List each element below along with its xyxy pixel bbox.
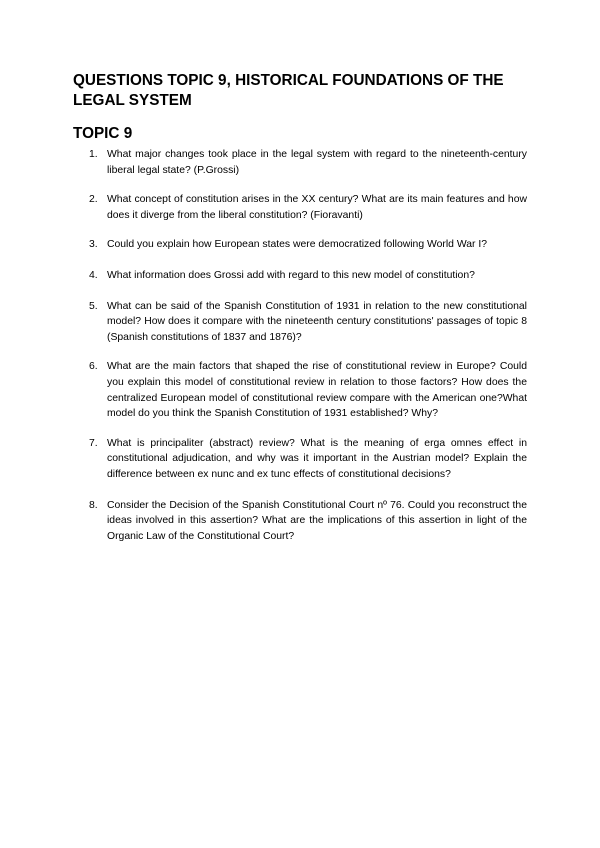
question-number: 5.	[89, 300, 98, 312]
question-text: What are the main factors that shaped the rise of constitutional review in Europe? Could you explain this model of constitutional review in relation to those factors? How does the centralized European model of constitutional review compare with the American one?What model do you think the Spanish Constitution of 1931 established? Why?	[107, 361, 527, 420]
question-text: What information does Grossi add with regard to this new model of constitution?	[107, 269, 475, 281]
question-text: What can be said of the Spanish Constitution of 1931 in relation to the new constitutional model? How does it compare with the nineteenth century constitutions' passages of topic 8 (Spanish constitutions of 1837 and 1876)?	[107, 300, 527, 343]
question-item	[73, 147, 527, 178]
question-text: What concept of constitution arises in the XX century? What are its main features and how does it diverge from the liberal constitution? (Fioravanti)	[107, 194, 527, 221]
question-number: 4.	[89, 269, 98, 281]
question-item	[73, 192, 527, 223]
question-number: 7.	[89, 437, 98, 449]
question-number: 1.	[89, 149, 98, 160]
section-heading: TOPIC 9	[73, 125, 133, 142]
question-item	[73, 436, 527, 483]
question-number: 8.	[89, 499, 98, 511]
question-number: 2.	[89, 194, 98, 206]
question-text: What major changes took place in the legal system with regard to the nineteenth-century liberal legal state? (P.Grossi)	[107, 149, 527, 176]
question-item	[73, 237, 527, 253]
question-item	[73, 299, 527, 346]
question-list	[73, 144, 527, 544]
question-text: Consider the Decision of the Spanish Constitutional Court nº 76. Could you reconstruct the ideas involved in this assertion? What are the implications of this assertion in light of the Organic Law of the Constitutional Court?	[107, 499, 527, 542]
question-item	[73, 359, 527, 421]
question-number: 3.	[89, 239, 98, 251]
question-text: What is principaliter (abstract) review? What is the meaning of erga omnes effect in constitutional adjudication, and why was it important in the Austrian model? Explain the difference between ex nunc and ex tunc effects of constitutional decisions?	[107, 437, 527, 480]
question-item	[73, 268, 527, 284]
question-text: Could you explain how European states were democratized following World War I?	[107, 239, 488, 251]
question-number: 6.	[89, 361, 98, 373]
question-item	[73, 498, 527, 545]
document-title: QUESTIONS TOPIC 9, HISTORICAL FOUNDATIONS OF THE LEGAL SYSTEM	[73, 72, 504, 109]
